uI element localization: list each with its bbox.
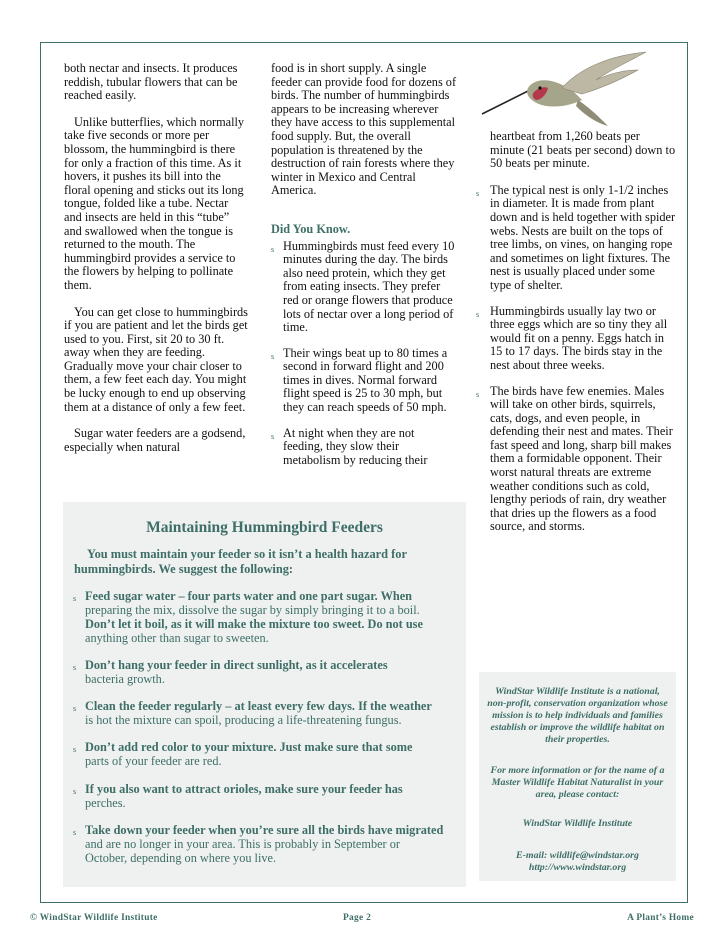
bullet-marker: s: [73, 745, 77, 754]
feeder-tip-text: and are no longer in your area. This is probably in September or October, depending on where you live.: [85, 837, 400, 865]
bullet-marker: s: [73, 787, 77, 796]
did-you-know-text: Their wings beat up to 80 times a second in forward flight and 200 times in dives. Normal forward flight speed is 25 to 30 mph, but they can reach speeds of 50 mph.: [283, 345, 448, 415]
fact-text: The typical nest is only 1-1/2 inches in diameter. It is made from plant down and is held together with spider webs. Nests are built on the tops of tree limbs, on vines, on hanging rope and sometimes on light fixtures. The nest is usually placed under some type of shelter.: [490, 182, 676, 292]
windstar-email-link[interactable]: E-mail: wildlife@windstar.org: [516, 850, 639, 861]
feeder-tip-text: is hot the mixture can spoil, producing a life-threatening fungus.: [85, 713, 402, 727]
feeders-title: Maintaining Hummingbird Feeders: [146, 519, 383, 536]
windstar-info-box: [479, 672, 676, 881]
feeders-intro: You must maintain your feeder so it isn’t a health hazard for hummingbirds. We suggest the following:: [74, 547, 407, 576]
bullet-marker: s: [73, 704, 77, 713]
footer-page-number: Page 2: [343, 913, 372, 923]
feeder-tip: [73, 699, 468, 727]
fact-text: Hummingbirds usually lay two or three eggs which are so tiny they all would fit on a penny. Eggs hatch in 15 to 17 days. The birds stay in the nest about three weeks.: [490, 303, 668, 372]
feeder-tip-text: bacteria growth.: [85, 672, 165, 686]
feeder-tip: [73, 740, 468, 768]
did-you-know-text: At night when they are not feeding, they slow their metabolism by reducing their: [283, 425, 428, 467]
did-you-know-heading: Did You Know.: [271, 221, 351, 236]
feeders-box: [63, 502, 466, 887]
footer-publication-title: A Plant’s Home: [627, 913, 694, 923]
feeder-tip-text: If you also want to attract orioles, make sure your feeder has: [85, 782, 403, 796]
feeder-tip: [73, 658, 468, 686]
bullet-marker: s: [271, 431, 275, 441]
col2-paragraph-1: food is in short supply. A single feeder can provide food for dozens of birds. The number of hummingbirds appears to be increasing wherever they have access to this supplemental food supply. But, the overall population is threatened by the destruction of rain forests where they winter in Mexico and Central America.: [271, 61, 457, 198]
feeder-tip-text: Don’t hang your feeder in direct sunlight, as it accelerates: [85, 658, 388, 672]
feeder-tip-text: Take down your feeder when you’re sure all the birds have migrated: [85, 823, 444, 837]
feeder-tip-text: Clean the feeder regularly – at least every few days. If the weather: [85, 699, 432, 713]
bullet-marker: s: [73, 828, 77, 837]
bullet-marker: s: [73, 594, 77, 603]
fact-item: [476, 305, 676, 373]
bullet-marker: s: [476, 188, 480, 198]
column-1: [64, 62, 248, 467]
bullet-marker: s: [271, 244, 275, 254]
feeder-tip-text: perches.: [85, 796, 126, 810]
windstar-contact: [483, 850, 672, 874]
did-you-know-text: Hummingbirds must feed every 10 minutes during the day. The birds also need protein, which they get from eating insects. They prefer red or orange flowers that produce lots of nectar over a long period of time.: [283, 238, 455, 335]
col3-paragraph-1: heartbeat from 1,260 beats per minute (21 beats per second) down to 50 beats per minute.: [490, 129, 676, 171]
col1-paragraph-2: Unlike butterflies, which normally take five seconds or more per blossom, the hummingbird is there for only a fraction of this time. As it hovers, it pushes its bill into the floral opening and sticks out its long tongue, folded like a tube. Nectar and insects are held in this “tube” and swallowed when the tongue is returned to the mouth. The hummingbird provides a service to the flowers by helping to pollinate them.: [64, 114, 245, 292]
windstar-url-link[interactable]: http://www.windstar.org: [528, 862, 627, 873]
col1-paragraph-4: Sugar water feeders are a godsend, especially when natural: [64, 426, 246, 454]
fact-item: [476, 385, 676, 535]
column-3: [476, 130, 676, 546]
did-you-know-item: [271, 347, 457, 415]
column-2: [271, 62, 457, 479]
feeder-tip-text: preparing the mix, dissolve the sugar by simply bringing it to a boil.: [85, 603, 420, 617]
feeder-tip: [73, 823, 468, 865]
footer-copyright: © WindStar Wildlife Institute: [30, 913, 158, 923]
did-you-know-item: [271, 427, 457, 468]
feeder-tip-text: anything other than sugar to sweeten.: [85, 631, 269, 645]
feeder-tip-text: Feed sugar water – four parts water and one part sugar. When: [85, 589, 413, 603]
did-you-know-item: [271, 240, 457, 335]
feeder-tip-text: parts of your feeder are red.: [85, 754, 222, 768]
col1-paragraph-1: both nectar and insects. It produces reddish, tubular flowers that can be reached easily.: [64, 61, 238, 103]
hummingbird-illustration: [478, 48, 648, 138]
fact-text: The birds have few enemies. Males will take on other birds, squirrels, cats, dogs, and even people, in defending their nest and mates. Their fast speed and long, sharp bill makes them a formidable opponent. Their worst natural threats are extreme weather conditions such as cold, lengthy periods of rain, dry weather that dries up the flowers as a food source, and storms.: [490, 383, 673, 534]
feeder-tip-text: Don’t let it boil, as it will make the mixture too sweet. Do not use: [85, 617, 423, 631]
bullet-marker: s: [476, 389, 480, 399]
feeder-tip: [73, 589, 468, 645]
bullet-marker: s: [73, 663, 77, 672]
windstar-org-name: WindStar Wildlife Institute: [522, 818, 633, 829]
bullet-marker: s: [476, 309, 480, 319]
col1-paragraph-3: You can get close to hummingbirds if you are patient and let the birds get used to you. First, sit 20 to 30 ft. away when they are feeding. Gradually move your chair closer to them, a few feet each day. You might be lucky enough to end up observing them at a distance of only a few feet.: [64, 304, 248, 414]
windstar-mission: WindStar Wildlife Institute is a national, non-profit, conservation organization whose mission is to help individuals and families establish or improve the wildlife habitat on their properties.: [487, 686, 668, 745]
feeder-tip: [73, 782, 468, 810]
windstar-contact-info: For more information or for the name of a Master Wildlife Habitat Naturalist in your area, please contact:: [490, 765, 665, 800]
feeder-tip-text: Don’t add red color to your mixture. Just make sure that some: [85, 740, 413, 754]
fact-item: [476, 184, 676, 293]
bullet-marker: s: [271, 351, 275, 361]
